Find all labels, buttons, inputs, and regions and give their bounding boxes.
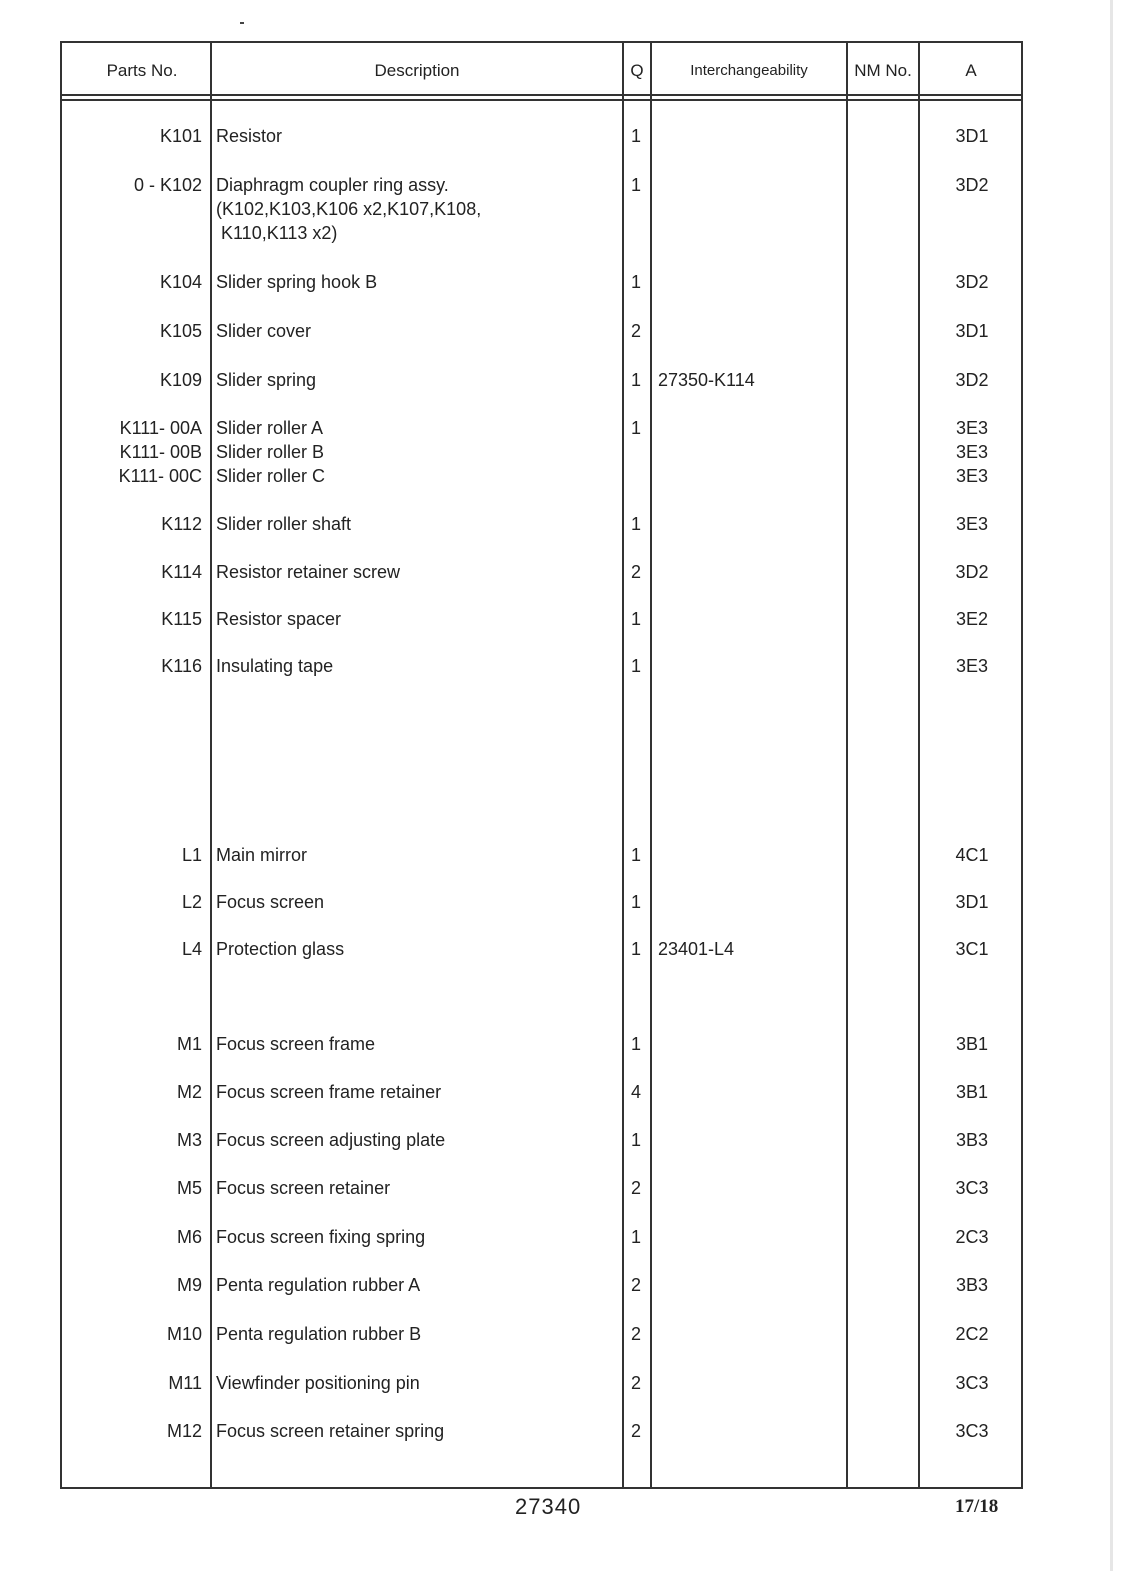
header-description: Description [374,61,460,80]
row-area-code: 3E2 [955,609,989,629]
row-quantity: 1 [630,656,641,676]
scan-mark [240,22,244,24]
row-description: K110,K113 x2) [216,223,338,243]
row-parts-no: K112 [161,514,202,534]
row-parts-no: K101 [159,126,202,146]
row-quantity: 1 [630,892,641,912]
row-quantity: 1 [630,370,641,390]
row-quantity: 2 [630,1324,641,1344]
row-area-code: 3B3 [955,1130,989,1150]
row-description: Focus screen frame retainer [216,1082,442,1102]
row-area-code: 3C1 [955,939,989,959]
row-description: Slider cover [216,321,312,341]
header-a: A [965,61,977,80]
row-quantity: 1 [630,126,641,146]
row-parts-no: K114 [161,562,202,582]
page-number: 17/18 [955,1496,999,1517]
row-quantity: 2 [630,321,641,341]
document-code: 27340 [515,1494,582,1519]
row-area-code: 2C3 [955,1227,989,1247]
row-parts-no: K104 [159,272,202,292]
row-description: Viewfinder positioning pin [216,1373,420,1393]
row-description: Slider roller A [216,418,324,438]
col-divider-q [650,43,652,1489]
row-quantity: 2 [630,1178,641,1198]
row-area-code: 3D2 [955,562,989,582]
row-description: Penta regulation rubber B [216,1324,422,1344]
row-quantity: 1 [630,514,641,534]
row-area-code: 3E3 [955,466,989,486]
row-parts-no: M6 [176,1227,202,1247]
row-parts-no: M10 [166,1324,202,1344]
row-area-code: 3B1 [955,1034,989,1054]
row-quantity: 2 [630,1373,641,1393]
row-area-code: 3E3 [955,514,989,534]
row-quantity: 1 [630,1130,641,1150]
row-area-code: 3B1 [955,1082,989,1102]
row-description: Protection glass [216,939,345,959]
row-description: Resistor spacer [216,609,342,629]
col-divider-inter [846,43,848,1489]
row-parts-no: K109 [159,370,202,390]
page-edge [1110,0,1113,1571]
row-description: Focus screen fixing spring [216,1227,426,1247]
row-parts-no: K111- 00C [118,466,202,486]
row-area-code: 2C2 [955,1324,989,1344]
row-description: Focus screen retainer [216,1178,391,1198]
row-description: Focus screen frame [216,1034,376,1054]
row-parts-no: M11 [168,1373,202,1393]
row-description: Slider roller B [216,442,325,462]
row-description: Penta regulation rubber A [216,1275,421,1295]
col-divider-parts [210,43,212,1489]
header-q: Q [630,61,644,80]
row-area-code: 3D2 [955,272,989,292]
row-quantity: 1 [630,1227,641,1247]
header-nm-no: NM No. [854,61,912,80]
row-description: Focus screen [216,892,325,912]
row-area-code: 3E3 [955,656,989,676]
row-parts-no: M9 [176,1275,202,1295]
row-quantity: 2 [630,1275,641,1295]
row-quantity: 4 [630,1082,641,1102]
row-description: Focus screen adjusting plate [216,1130,446,1150]
row-parts-no: L1 [181,845,202,865]
row-area-code: 3E3 [955,442,989,462]
row-area-code: 3E3 [955,418,989,438]
row-area-code: 3D2 [955,175,989,195]
row-parts-no: K105 [159,321,202,341]
row-quantity: 1 [630,609,641,629]
row-interchangeability: 27350-K114 [658,370,755,390]
row-area-code: 4C1 [955,845,989,865]
row-area-code: 3B3 [955,1275,989,1295]
row-quantity: 1 [630,175,641,195]
row-area-code: 3D2 [955,370,989,390]
row-description: (K102,K103,K106 x2,K107,K108, [216,199,482,219]
row-parts-no: K111- 00B [119,442,202,462]
row-parts-no: K116 [161,656,202,676]
row-parts-no: K115 [161,609,202,629]
row-area-code: 3C3 [955,1373,989,1393]
row-interchangeability: 23401-L4 [658,939,735,959]
row-description: Main mirror [216,845,308,865]
row-quantity: 1 [630,1034,641,1054]
header-interchangeability: Interchangeability [690,62,808,79]
header-rule-top [62,94,1021,96]
row-parts-no: K111- 00A [119,418,202,438]
row-quantity: 1 [630,939,641,959]
row-description: Slider roller shaft [216,514,352,534]
row-quantity: 1 [630,272,641,292]
row-parts-no: M12 [166,1421,202,1441]
row-description: Insulating tape [216,656,334,676]
col-divider-nm [918,43,920,1489]
row-description: Diaphragm coupler ring assy. [216,175,449,195]
row-area-code: 3D1 [955,321,989,341]
row-description: Slider spring [216,370,317,390]
row-description: Resistor retainer screw [216,562,401,582]
row-description: Slider roller C [216,466,326,486]
row-description: Slider spring hook B [216,272,378,292]
header-rule-bottom [62,99,1021,101]
header-parts-no: Parts No. [106,61,178,80]
row-parts-no: M3 [176,1130,202,1150]
row-parts-no: L2 [181,892,202,912]
row-parts-no: M1 [176,1034,202,1054]
row-area-code: 3C3 [955,1178,989,1198]
row-area-code: 3D1 [955,892,989,912]
row-quantity: 1 [630,845,641,865]
row-description: Focus screen retainer spring [216,1421,445,1441]
row-description: Resistor [216,126,283,146]
row-quantity: 2 [630,562,641,582]
row-area-code: 3D1 [955,126,989,146]
row-quantity: 2 [630,1421,641,1441]
row-parts-no: 0 - K102 [133,175,202,195]
row-parts-no: L4 [181,939,202,959]
parts-table [60,41,1023,1489]
row-parts-no: M2 [176,1082,202,1102]
row-parts-no: M5 [176,1178,202,1198]
row-quantity: 1 [630,418,641,438]
row-area-code: 3C3 [955,1421,989,1441]
